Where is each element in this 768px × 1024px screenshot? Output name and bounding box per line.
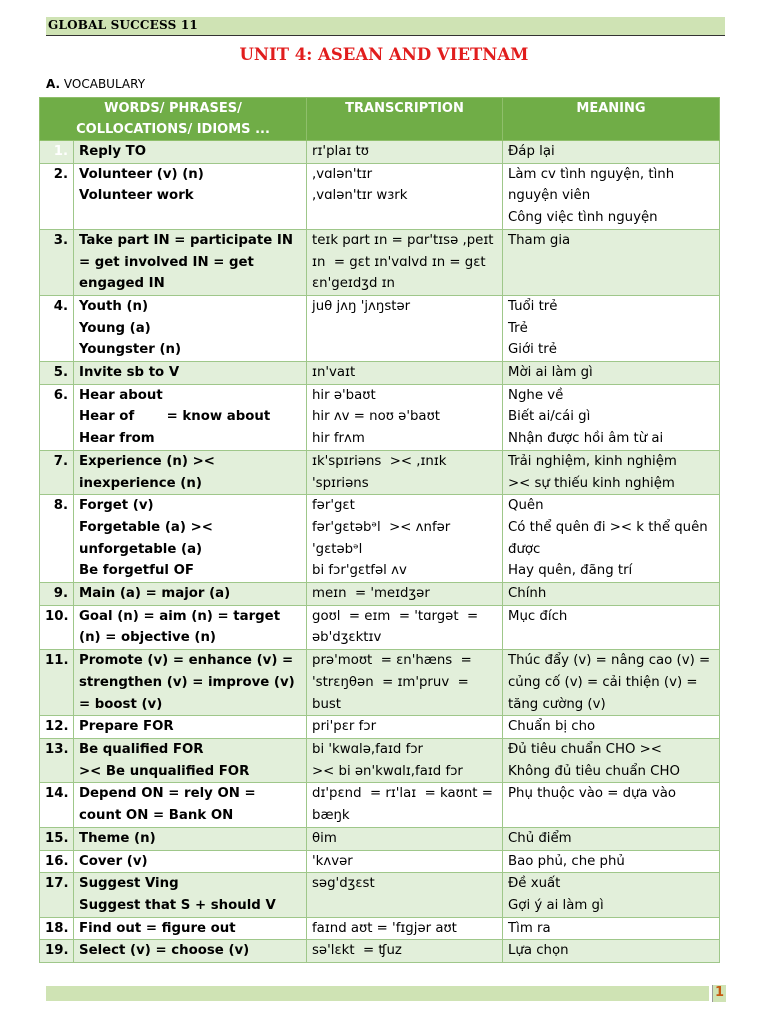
table-row (40, 362, 720, 385)
row-transcription: ɪk'spɪriəns >< ,ɪnɪk 'spɪriəns (307, 450, 503, 494)
table-row (40, 384, 720, 450)
row-number: 6. (40, 384, 74, 450)
row-meaning: Thúc đẩy (v) = nâng cao (v) = củng cố (v) = cải thiện (v) = tăng cường (v) (503, 650, 720, 716)
row-number: 2. (40, 163, 74, 229)
row-number: 3. (40, 229, 74, 295)
row-word: Forget (v) Forgetable (a) >< unforgetable (a) Be forgetful OF (74, 495, 307, 583)
row-number: 14. (40, 783, 74, 827)
row-meaning: Đáp lại (503, 141, 720, 164)
row-number: 16. (40, 850, 74, 873)
vocabulary-table (39, 97, 720, 963)
row-number: 7. (40, 450, 74, 494)
row-word: Invite sb to V (74, 362, 307, 385)
row-number: 13. (40, 738, 74, 782)
row-word: Suggest Ving Suggest that S + should V (74, 873, 307, 917)
row-number: 18. (40, 917, 74, 940)
table-body (40, 141, 720, 963)
section-letter: A. (46, 77, 61, 91)
row-meaning: Quên Có thể quên đi >< k thể quên được Hay quên, đãng trí (503, 495, 720, 583)
row-word: Main (a) = major (a) (74, 583, 307, 606)
row-word: Select (v) = choose (v) (74, 940, 307, 963)
row-transcription: 'kʌvər (307, 850, 503, 873)
row-meaning: Bao phủ, che phủ (503, 850, 720, 873)
table-row (40, 873, 720, 917)
row-number: 15. (40, 827, 74, 850)
row-word: Hear about Hear of = know about Hear from (74, 384, 307, 450)
row-word: Theme (n) (74, 827, 307, 850)
row-number: 17. (40, 873, 74, 917)
table-row (40, 583, 720, 606)
table-row (40, 940, 720, 963)
row-meaning: Chuẩn bị cho (503, 716, 720, 739)
row-transcription: sə'lɛkt = ʧuz (307, 940, 503, 963)
table-row (40, 450, 720, 494)
row-number: 4. (40, 295, 74, 361)
table-row (40, 850, 720, 873)
row-meaning: Tìm ra (503, 917, 720, 940)
footer-bar (46, 986, 709, 1001)
row-word: Youth (n) Young (a) Youngster (n) (74, 295, 307, 361)
row-transcription: meɪn = 'meɪdʒər (307, 583, 503, 606)
table-row (40, 495, 720, 583)
row-meaning: Phụ thuộc vào = dựa vào (503, 783, 720, 827)
row-transcription: goʊl = eɪm = 'tɑrgət = əb'dʒɛktɪv (307, 605, 503, 649)
row-transcription: prə'moʊt = ɛn'hæns = 'strɛŋθən = ɪm'pruv = bust (307, 650, 503, 716)
row-meaning: Làm cv tình nguyện, tình nguyện viên Công việc tình nguyện (503, 163, 720, 229)
table-row (40, 605, 720, 649)
table-row (40, 827, 720, 850)
row-word: Depend ON = rely ON = count ON = Bank ON (74, 783, 307, 827)
row-number: 12. (40, 716, 74, 739)
section-name: VOCABULARY (63, 77, 146, 91)
row-word: Find out = figure out (74, 917, 307, 940)
row-transcription: θim (307, 827, 503, 850)
row-meaning: Mục đích (503, 605, 720, 649)
row-number: 1. (40, 141, 74, 164)
header-text: GLOBAL SUCCESS 11 (48, 18, 198, 32)
row-meaning: Mời ai làm gì (503, 362, 720, 385)
row-number: 8. (40, 495, 74, 583)
column-header-transcription: TRANSCRIPTION (307, 98, 503, 141)
row-transcription: fər'gɛt fər'gɛtəbᵊl >< ʌnfər 'gɛtəbᵊl bi fɔr'gɛtfəl ʌv (307, 495, 503, 583)
row-word: Promote (v) = enhance (v) = strengthen (v) = improve (v) = boost (v) (74, 650, 307, 716)
row-transcription: bi 'kwɑlə,faɪd fɔr >< bi ən'kwɑlɪ,faɪd fɔr (307, 738, 503, 782)
table-row (40, 917, 720, 940)
row-word: Prepare FOR (74, 716, 307, 739)
row-transcription: hir ə'baʊt hir ʌv = noʊ ə'baʊt hir frʌm (307, 384, 503, 450)
row-meaning: Chính (503, 583, 720, 606)
row-word: Experience (n) >< inexperience (n) (74, 450, 307, 494)
row-meaning: Tham gia (503, 229, 720, 295)
table-row (40, 295, 720, 361)
row-transcription: ,vɑlən'tɪr ,vɑlən'tɪr wɜrk (307, 163, 503, 229)
table-row (40, 229, 720, 295)
row-meaning: Chủ điểm (503, 827, 720, 850)
row-meaning: Đề xuất Gợi ý ai làm gì (503, 873, 720, 917)
section-label (46, 77, 145, 91)
row-transcription: faɪnd aʊt = 'fɪgjər aʊt (307, 917, 503, 940)
running-header (46, 17, 725, 36)
row-transcription: teɪk pɑrt ɪn = pɑr'tɪsə ,peɪt ɪn = gɛt ɪn'vɑlvd ɪn = gɛt ɛn'geɪdʒd ɪn (307, 229, 503, 295)
row-number: 11. (40, 650, 74, 716)
row-word: Take part IN = participate IN = get involved IN = get engaged IN (74, 229, 307, 295)
page-title: UNIT 4: ASEAN AND VIETNAM (239, 45, 529, 64)
table-row (40, 716, 720, 739)
column-header-words: WORDS/ PHRASES/ COLLOCATIONS/ IDIOMS ... (40, 98, 307, 141)
row-number: 9. (40, 583, 74, 606)
row-word: Volunteer (v) (n) Volunteer work (74, 163, 307, 229)
table-header-row (40, 98, 720, 141)
row-transcription: juθ jʌŋ 'jʌŋstər (307, 295, 503, 361)
row-meaning: Đủ tiêu chuẩn CHO >< Không đủ tiêu chuẩn CHO (503, 738, 720, 782)
row-transcription: ɪn'vaɪt (307, 362, 503, 385)
row-number: 19. (40, 940, 74, 963)
row-transcription: səg'dʒɛst (307, 873, 503, 917)
row-transcription: rɪ'plaɪ tʊ (307, 141, 503, 164)
row-word: Be qualified FOR >< Be unqualified FOR (74, 738, 307, 782)
table-row (40, 738, 720, 782)
column-header-meaning: MEANING (503, 98, 720, 141)
row-meaning: Nghe về Biết ai/cái gì Nhận được hồi âm từ ai (503, 384, 720, 450)
page-number: 1 (715, 985, 725, 1000)
row-number: 5. (40, 362, 74, 385)
row-word: Reply TO (74, 141, 307, 164)
row-meaning: Lựa chọn (503, 940, 720, 963)
row-meaning: Trải nghiệm, kinh nghiệm >< sự thiếu kinh nghiệm (503, 450, 720, 494)
table-row (40, 650, 720, 716)
table-row (40, 163, 720, 229)
row-meaning: Tuổi trẻ Trẻ Giới trẻ (503, 295, 720, 361)
table-row (40, 783, 720, 827)
row-word: Cover (v) (74, 850, 307, 873)
row-number: 10. (40, 605, 74, 649)
table-row (40, 141, 720, 164)
row-word: Goal (n) = aim (n) = target (n) = objective (n) (74, 605, 307, 649)
row-transcription: pri'pɛr fɔr (307, 716, 503, 739)
row-transcription: dɪ'pɛnd = rɪ'laɪ = kaʊnt = bæŋk (307, 783, 503, 827)
